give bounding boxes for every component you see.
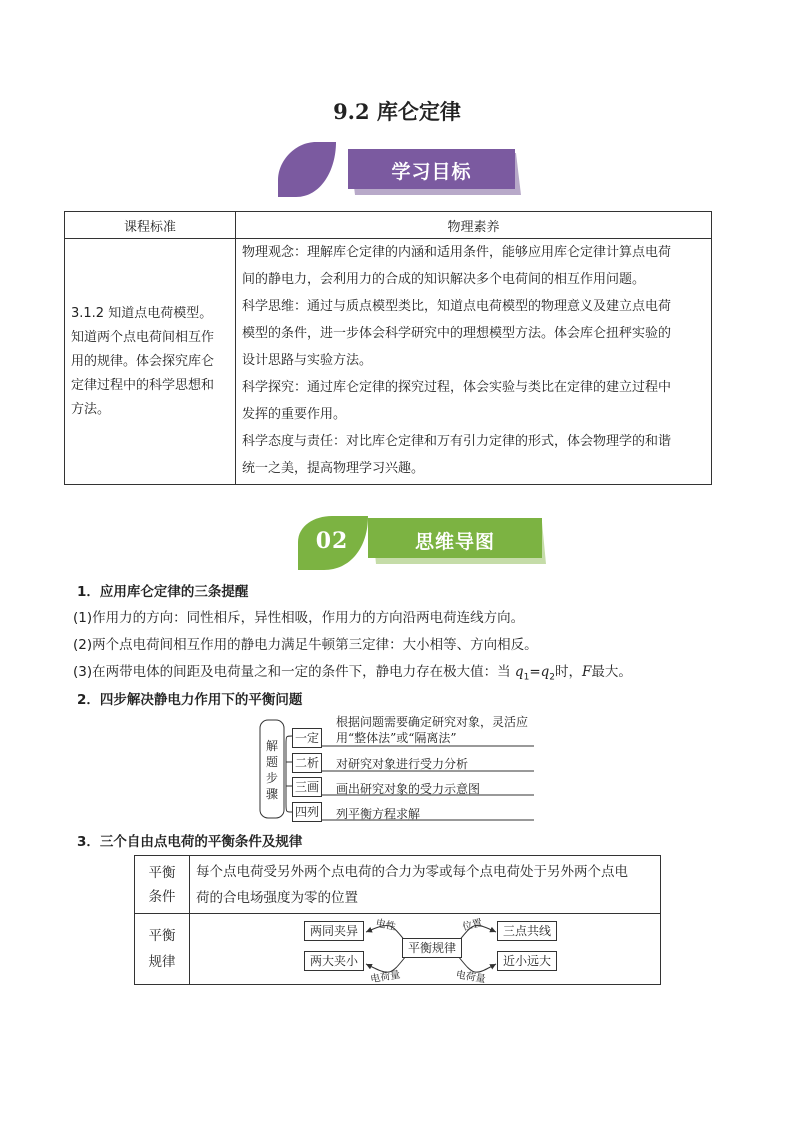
standard-cell [65,239,236,485]
section3-heading: 3．三个自由点电荷的平衡条件及规律 [77,834,303,850]
standard-line: 定律过程中的科学思想和 [71,377,215,393]
step-text-line: 根据问题需要确定研究对象，灵活应 [336,715,529,729]
header-literacy: 物理素养 [236,212,712,239]
equals-sign: = [529,664,541,680]
row1-label [135,856,190,914]
node-left-bottom: 两大夹小 [304,951,364,971]
rules-diagram [190,914,660,984]
row1-text [190,856,661,914]
learning-goals-banner [276,140,521,200]
condition-line: 荷的合电场强度为零的位置 [196,889,358,906]
node-right-bottom: 近小远大 [497,951,557,971]
standard-line: 用的规律。体会探究库仑 [71,353,215,369]
row2-label [135,914,190,985]
label-line: 平衡 [148,864,176,881]
item3-mid: 时， [555,664,583,680]
standard-line: 方法。 [71,401,111,417]
literacy-line: 间的静电力，会利用力的合成的知识解决多个电荷间的相互作用问题。 [242,272,646,287]
side-char: 步 [265,771,278,785]
step-tag: 二析 [292,753,322,773]
step-text [336,714,528,746]
arc-label: 电荷量 [454,969,487,986]
label-line: 规律 [148,954,176,970]
step-text: 对研究对象进行受力分析 [336,757,469,771]
arc-label: 电性 [374,917,397,933]
literacy-line: 发挥的重要作用。 [242,407,347,422]
q2-subscript: 2 [549,672,556,683]
mind-map-banner [294,512,549,574]
arc-label: 位置 [461,917,484,934]
step-tag: 四列 [292,802,322,822]
node-center: 平衡规律 [402,938,462,958]
literacy-line: 统一之美，提高物理学习兴趣。 [242,461,425,476]
step-text: 画出研究对象的受力示意图 [336,782,481,796]
item3-suffix: 最大。 [591,664,632,680]
q2-symbol: q [540,664,550,680]
section1-item: (1)作用力的方向：同性相斥，异性相吸，作用力的方向沿两电荷连线方向。 [73,610,525,626]
arc-label: 电荷量 [369,969,402,986]
standard-line: 知道两个点电荷间相互作 [71,329,215,345]
side-char: 骤 [265,787,278,801]
literacy-line: 科学态度与责任：对比库仑定律和万有引力定律的形式，体会物理学的和谐 [242,434,672,449]
step-text: 列平衡方程求解 [336,807,421,821]
section2-heading: 2．四步解决静电力作用下的平衡问题 [77,692,303,708]
mind-map-label: 思维导图 [414,531,495,553]
node-left-top: 两同夹异 [304,921,364,941]
item3-text: (3)在两带电体的间距及电荷量之和一定的条件下，静电力存在极大值：当 [73,664,511,680]
literacy-line: 科学思维：通过与质点模型类比，知道点电荷模型的物理意义及建立点电荷 [242,299,672,314]
section-number: 02 [315,528,349,554]
row2-diagram-cell [190,914,661,985]
label-line: 条件 [148,888,176,905]
side-char: 解 [265,739,278,753]
label-line: 平衡 [148,928,176,944]
standard-line: 3.1.2 知道点电荷模型。 [71,305,213,321]
literacy-line: 物理观念：理解库仑定律的内涵和适用条件，能够应用库仑定律计算点电荷 [242,245,672,260]
literacy-line: 设计思路与实验方法。 [242,353,373,368]
step-tag: 三画 [292,777,322,797]
q1-symbol: q [514,664,524,680]
force-symbol: F [582,664,592,680]
equilibrium-table [134,855,661,985]
learning-goals-label: 学习目标 [391,161,472,183]
side-char: 题 [265,755,278,769]
side-label [263,738,281,802]
q1-subscript: 1 [523,672,530,683]
step-text-line: 用“整体法”或“隔离法” [336,731,457,745]
goals-table [64,211,712,485]
header-standard: 课程标准 [65,212,236,239]
step-tag: 一定 [292,728,322,748]
section1-heading: 1．应用库仑定律的三条提醒 [77,584,249,600]
condition-line: 每个点电荷受另外两个点电荷的合力为零或每个点电荷处于另外两个点电 [196,863,628,880]
node-right-top: 三点共线 [497,921,557,941]
steps-diagram [258,714,538,824]
section1-item-3 [73,662,632,688]
section1-item: (2)两个点电荷间相互作用的静电力满足牛顿第三定律：大小相等、方向相反。 [73,637,538,653]
literacy-cell [236,239,712,485]
literacy-line: 科学探究：通过库仑定律的探究过程，体会实验与类比在定律的建立过程中 [242,380,672,395]
literacy-line: 模型的条件，进一步体会科学研究中的理想模型方法。体会库仑扭秤实验的 [242,326,672,341]
page-title: 9.2 库仑定律 [333,99,461,124]
